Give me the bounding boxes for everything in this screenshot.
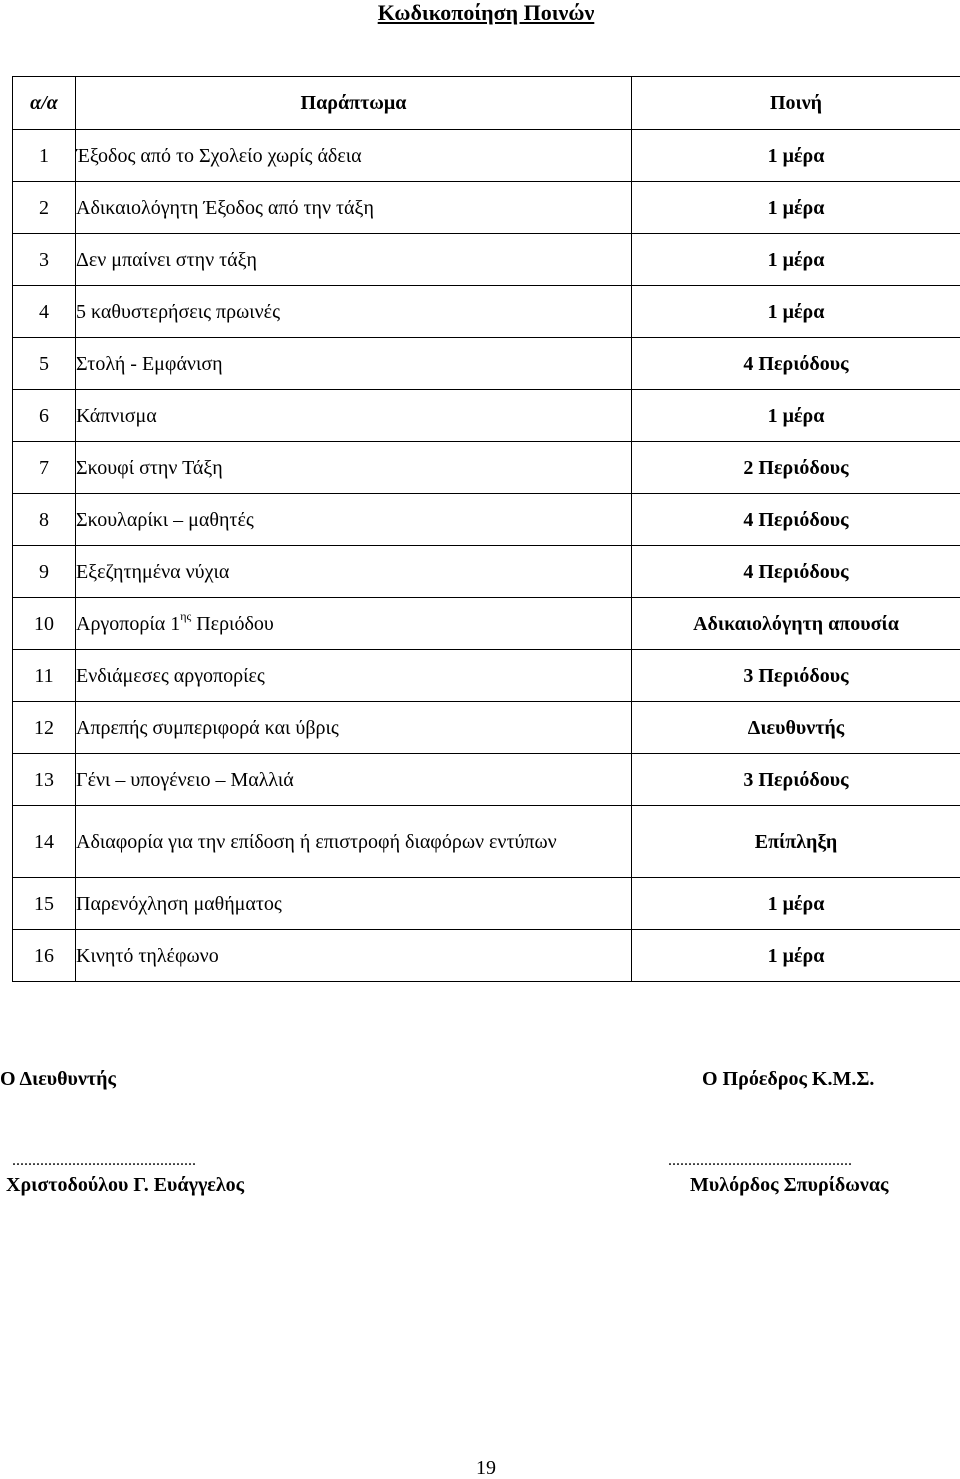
row-penalty: 1 μέρα <box>632 878 960 930</box>
row-number: 4 <box>13 286 76 338</box>
offense-suffix: Περιόδου <box>191 612 274 635</box>
row-offense: Εξεζητημένα νύχια <box>76 546 632 598</box>
row-offense: Σκουλαρίκι – μαθητές <box>76 494 632 546</box>
table-row <box>13 546 960 598</box>
row-penalty: 4 Περιόδους <box>632 546 960 598</box>
row-offense: Σκουφί στην Τάξη <box>76 442 632 494</box>
row-number: 13 <box>13 754 76 806</box>
row-penalty: 1 μέρα <box>632 390 960 442</box>
row-offense: Απρεπής συμπεριφορά και ύβρις <box>76 702 632 754</box>
row-penalty: 4 Περιόδους <box>632 494 960 546</box>
row-number: 1 <box>13 130 76 182</box>
table-row <box>13 878 960 930</box>
table-row <box>13 286 960 338</box>
table-row <box>13 930 960 982</box>
row-penalty: 2 Περιόδους <box>632 442 960 494</box>
row-offense: Κάπνισμα <box>76 390 632 442</box>
offense-prefix: Αργοπορία 1 <box>76 612 181 635</box>
row-number: 9 <box>13 546 76 598</box>
row-offense: Κινητό τηλέφωνο <box>76 930 632 982</box>
row-penalty: 1 μέρα <box>632 930 960 982</box>
row-offense: Αδικαιολόγητη Έξοδος από την τάξη <box>76 182 632 234</box>
table-row <box>13 234 960 286</box>
page-title: Κωδικοποίηση Ποινών <box>377 0 595 25</box>
header-penalty: Ποινή <box>632 77 960 130</box>
row-penalty: 1 μέρα <box>632 182 960 234</box>
left-signature-role: Ο Διευθυντής <box>0 1068 116 1090</box>
row-penalty: Διευθυντής <box>632 702 960 754</box>
row-offense <box>76 598 632 650</box>
row-penalty: 1 μέρα <box>632 234 960 286</box>
row-offense: Γένι – υπογένειο – Μαλλιά <box>76 754 632 806</box>
row-offense: Στολή - Εμφάνιση <box>76 338 632 390</box>
row-number: 6 <box>13 390 76 442</box>
row-number: 14 <box>13 806 76 878</box>
table-row <box>13 182 960 234</box>
row-number: 10 <box>13 598 76 650</box>
row-penalty: Αδικαιολόγητη απουσία <box>632 598 960 650</box>
row-offense: 5 καθυστερήσεις πρωινές <box>76 286 632 338</box>
row-offense: Έξοδος από το Σχολείο χωρίς άδεια <box>76 130 632 182</box>
row-number: 3 <box>13 234 76 286</box>
left-signature-line: .............................................. <box>12 1152 196 1169</box>
row-number: 2 <box>13 182 76 234</box>
row-number: 12 <box>13 702 76 754</box>
row-number: 8 <box>13 494 76 546</box>
page-number: 19 <box>476 1457 496 1479</box>
table-row <box>13 442 960 494</box>
row-number: 15 <box>13 878 76 930</box>
table-header-row <box>13 77 960 130</box>
row-offense: Δεν μπαίνει στην τάξη <box>76 234 632 286</box>
right-signature-line: .............................................. <box>668 1152 852 1169</box>
row-penalty: 4 Περιόδους <box>632 338 960 390</box>
ordinal-suffix: ης <box>180 608 192 623</box>
table-row <box>13 702 960 754</box>
right-signature-name: Μυλόρδος Σπυρίδωνας <box>690 1174 889 1196</box>
right-signature-role: Ο Πρόεδρος Κ.Μ.Σ. <box>702 1068 875 1090</box>
table-row <box>13 390 960 442</box>
table-row <box>13 130 960 182</box>
row-offense: Αδιαφορία για την επίδοση ή επιστροφή διαφόρων εντύπων <box>76 806 632 878</box>
table-row <box>13 650 960 702</box>
row-offense: Ενδιάμεσες αργοπορίες <box>76 650 632 702</box>
table-row <box>13 338 960 390</box>
row-penalty: 1 μέρα <box>632 286 960 338</box>
table-row <box>13 754 960 806</box>
table-row <box>13 806 960 878</box>
penalty-table <box>12 76 960 982</box>
table-row <box>13 598 960 650</box>
row-number: 11 <box>13 650 76 702</box>
row-offense: Παρενόχληση μαθήματος <box>76 878 632 930</box>
left-signature-name: Χριστοδούλου Γ. Ευάγγελος <box>6 1174 245 1196</box>
row-penalty: Επίπληξη <box>632 806 960 878</box>
table-row <box>13 494 960 546</box>
header-number: α/α <box>13 77 76 130</box>
row-number: 5 <box>13 338 76 390</box>
row-penalty: 3 Περιόδους <box>632 650 960 702</box>
header-offense: Παράπτωμα <box>76 77 632 130</box>
row-penalty: 1 μέρα <box>632 130 960 182</box>
row-number: 16 <box>13 930 76 982</box>
row-penalty: 3 Περιόδους <box>632 754 960 806</box>
row-number: 7 <box>13 442 76 494</box>
